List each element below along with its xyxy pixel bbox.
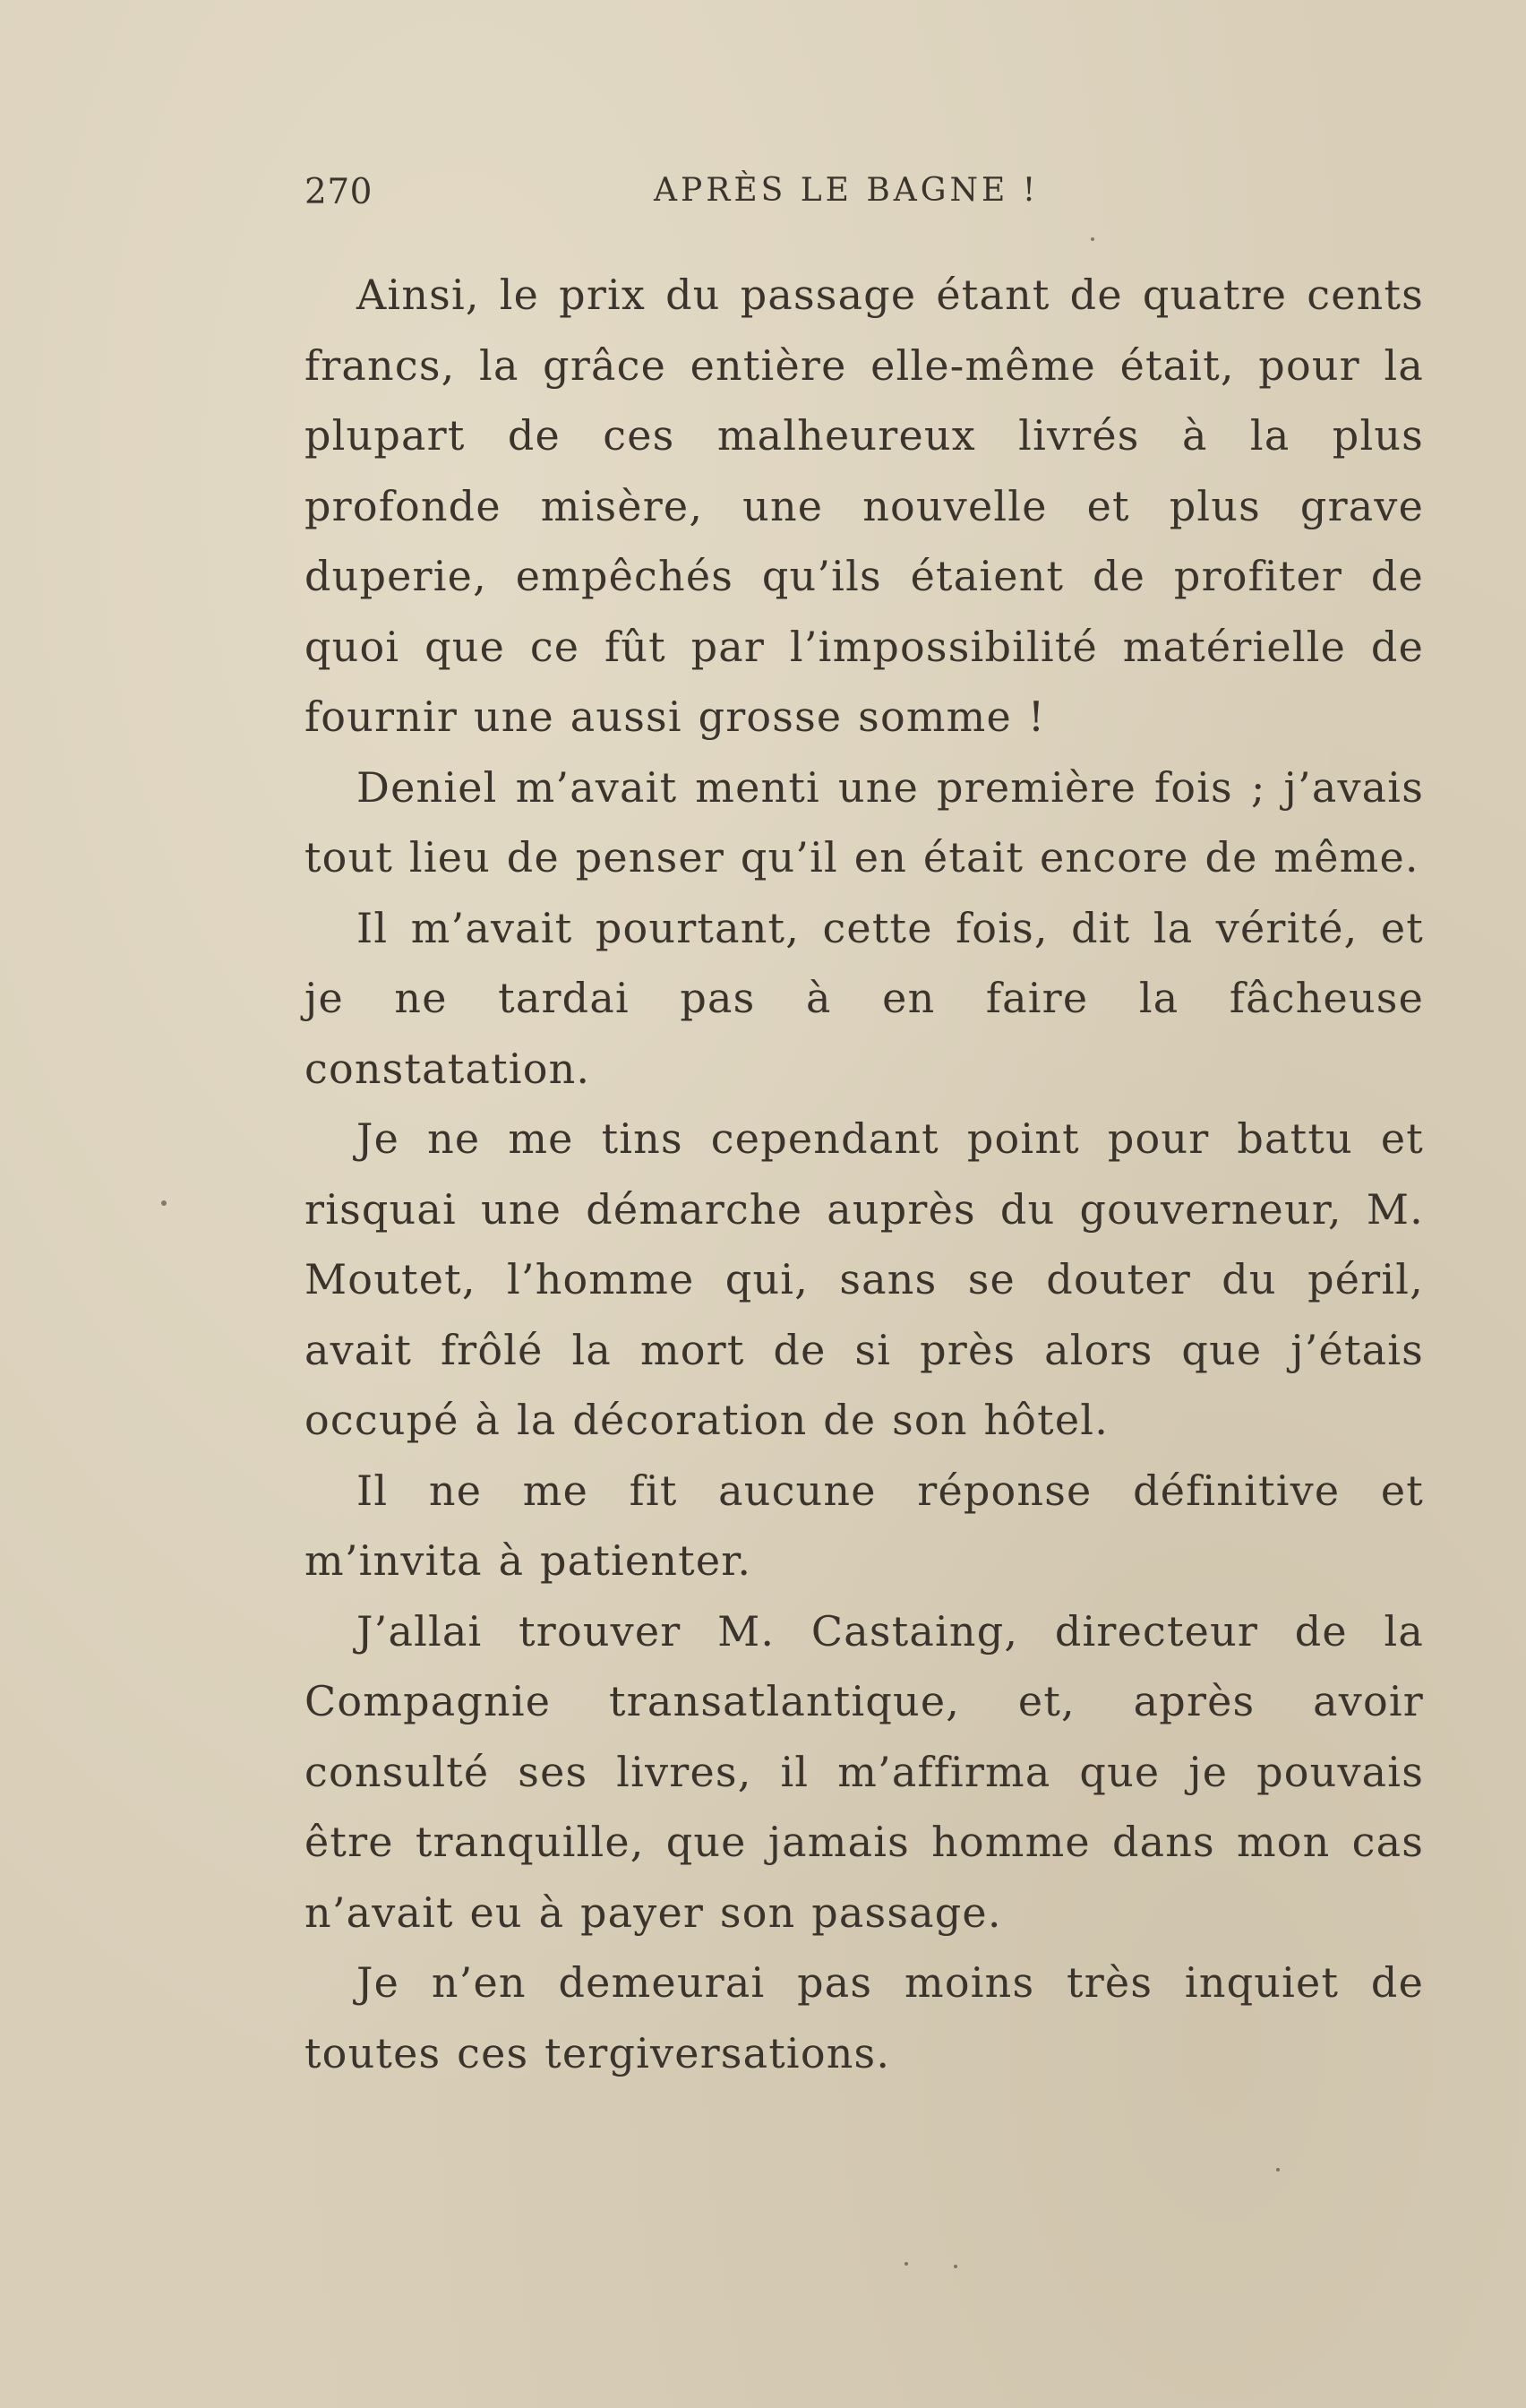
running-title: APRÈS LE BAGNE !	[654, 172, 1040, 209]
paper-speck	[1276, 2168, 1280, 2172]
paper-speck	[1091, 237, 1094, 241]
paragraph-1: Ainsi, le prix du passage étant de quatre cents francs, la grâce entière elle-même était, pour la plupart de ces malheureux livrés à la plus profonde misère, une nouvelle et plus grave duperie, empêchés qu’ils étaient de profiter de quoi que ce fût par l’impossibilité matérielle de fournir une aussi grosse somme !	[304, 271, 1424, 741]
running-head	[304, 172, 1424, 222]
paper-speck	[161, 1200, 167, 1206]
paper-speck	[904, 2262, 908, 2266]
paragraph-2: Deniel m’avait menti une première fois ; j’avais tout lieu de penser qu’il en était encore de même.	[304, 762, 1424, 882]
body-text	[304, 260, 1424, 2088]
paragraph-6: J’allai trouver M. Castaing, directeur de la Compagnie transatlantique, et, après avoir consulté ses livres, il m’affirma que je pouvais être tranquille, que jamais homme dans mon cas n’avait eu à payer son passage.	[304, 1606, 1424, 1937]
paragraph-7: Je n’en demeurai pas moins très inquiet de toutes ces tergiversations.	[304, 1958, 1424, 2077]
page-number: 270	[304, 172, 373, 212]
paper-speck	[954, 2265, 957, 2268]
paragraph-3: Il m’avait pourtant, cette fois, dit la vérité, et je ne tardai pas à en faire la fâcheuse constatation.	[304, 903, 1424, 1093]
paragraph-4: Je ne me tins cependant point pour battu et risquai une démarche auprès du gouverneur, M. Moutet, l’homme qui, sans se douter du péril, avait frôlé la mort de si près alors que j’étais occupé à la décoration de son hôtel.	[304, 1114, 1424, 1444]
paragraph-5: Il ne me fit aucune réponse définitive et m’invita à patienter.	[304, 1466, 1424, 1585]
